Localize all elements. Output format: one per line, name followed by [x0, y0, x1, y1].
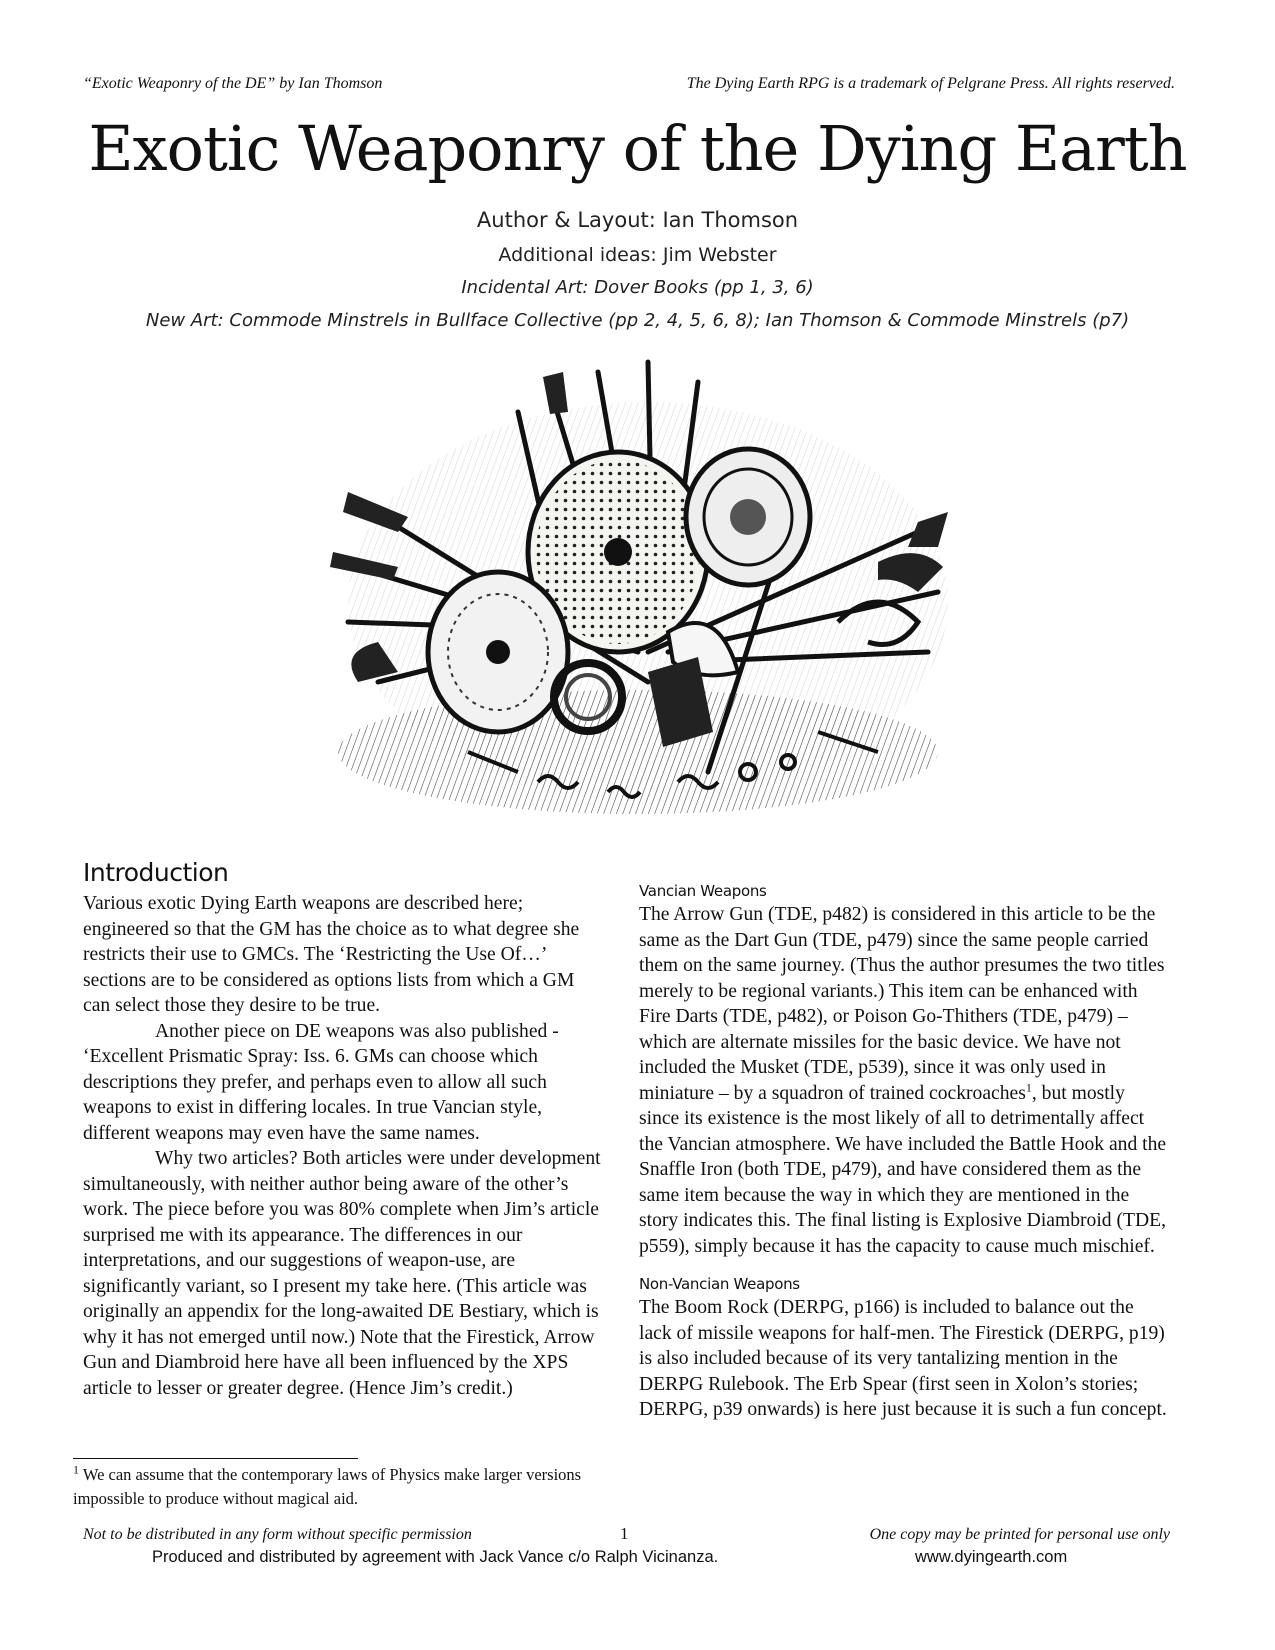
- page-number: 1: [620, 1524, 629, 1543]
- footnote-text: We can assume that the contemporary laws of Physics make larger versions impossible to produce without magical aid.: [73, 1465, 582, 1508]
- non-vancian-weapons-text: The Boom Rock (DERPG, p166) is included to balance out the lack of missile weapons for half-men. The Firestick (DERPG, p19) is also included because of its very tantalizing mention in the DERPG Rulebook. The Erb Spear (first seen in Xolon’s stories; DERPG, p39 onwards) is here just because it is such a fun concept.: [639, 1297, 1167, 1420]
- footnote-divider: [73, 1458, 358, 1459]
- intro-paragraph-1: Various exotic Dying Earth weapons are described here; engineered so that the GM has the choice as to what degree she restricts their use to GMCs. The ‘Restricting the Use Of…’ sections are to be considered as options lists from which a GM can select those they desire to be true.: [83, 893, 580, 1016]
- non-vancian-weapons-heading: Non-Vancian Weapons: [639, 1275, 800, 1293]
- vancian-text-a: The Arrow Gun (TDE, p482) is considered in this article to be the same as the Dart Gun (TDE, p479) since the same people carried them on the same journey. (Thus the author presumes the two titles merely to be regional variants.) This item can be enhanced with Fire Darts (TDE, p482), or Poison Go-Thithers (TDE, p479) – which are alternate missiles for the basic device. We have not included the Musket (TDE, p539), since it was only used in miniature – by a squadron of trained cockroaches: [639, 904, 1165, 1104]
- incidental-art-credit: Incidental Art: Dover Books (pp 1, 3, 6): [461, 277, 814, 298]
- footer-website-link[interactable]: www.dyingearth.com: [915, 1548, 1068, 1566]
- left-column: [83, 857, 603, 1401]
- vancian-text-b: , but mostly since its existence is the most likely of all to detrimentally affect the Vancian atmosphere. We have included the Battle Hook and the Snaffle Iron (both TDE, p479), and have considered them as the same item because the way in which they are mentioned in the story indicates this. The final listing is Explosive Diambroid (TDE, p559), simply because it has the capacity to cause much mischief.: [639, 1082, 1167, 1257]
- footnote: [73, 1463, 603, 1511]
- header-left: “Exotic Weaponry of the DE” by Ian Thomson: [83, 75, 383, 92]
- vancian-weapons-text: [639, 902, 1169, 1259]
- footer-distribution-notice: Not to be distributed in any form without specific permission: [83, 1526, 472, 1543]
- right-column: [639, 880, 1169, 1423]
- footnote-mark: 1: [73, 1462, 79, 1477]
- footnote-reference[interactable]: 1: [1025, 1079, 1032, 1094]
- footer-print-notice: One copy may be printed for personal use only: [869, 1526, 1170, 1543]
- author-credit: Author & Layout: Ian Thomson: [476, 208, 799, 232]
- vancian-weapons-heading: Vancian Weapons: [639, 882, 767, 900]
- intro-paragraph-2: Another piece on DE weapons was also published - ‘Excellent Prismatic Spray: Iss. 6. GMs can choose which descriptions they prefer, and perhaps even to allow all such weapons to exist in differing locales. In true Vancian style, different weapons may even have the same names.: [83, 1020, 559, 1144]
- page-title: Exotic Weaponry of the Dying Earth: [88, 112, 1187, 185]
- header-right: The Dying Earth RPG is a trademark of Pelgrane Press. All rights reserved.: [686, 75, 1175, 92]
- intro-paragraph-3: Why two articles? Both articles were under development simultaneously, with neither author being aware of the other’s work. The piece before you was 80% complete when Jim’s article surprised me with its appearance. The differences in our interpretations, and our suggestions of weapon-use, are significantly variant, so I present my take here. (This article was originally an appendix for the long-awaited DE Bestiary, which is why it has not emerged until now.) Note that the Firestick, Arrow Gun and Diambroid here have all been influenced by the XPS article to lesser or greater degree. (Hence Jim’s credit.): [83, 1148, 601, 1399]
- introduction-heading: Introduction: [83, 858, 229, 887]
- new-art-credit: New Art: Commode Minstrels in Bullface Collective (pp 2, 4, 5, 6, 8); Ian Thomson & Commode Minstrels (p7): [145, 310, 1130, 331]
- footer-agreement: Produced and distributed by agreement with Jack Vance c/o Ralph Vicinanza.: [152, 1548, 719, 1566]
- additional-ideas-credit: Additional ideas: Jim Webster: [498, 244, 777, 266]
- weapons-illustration: [318, 352, 956, 830]
